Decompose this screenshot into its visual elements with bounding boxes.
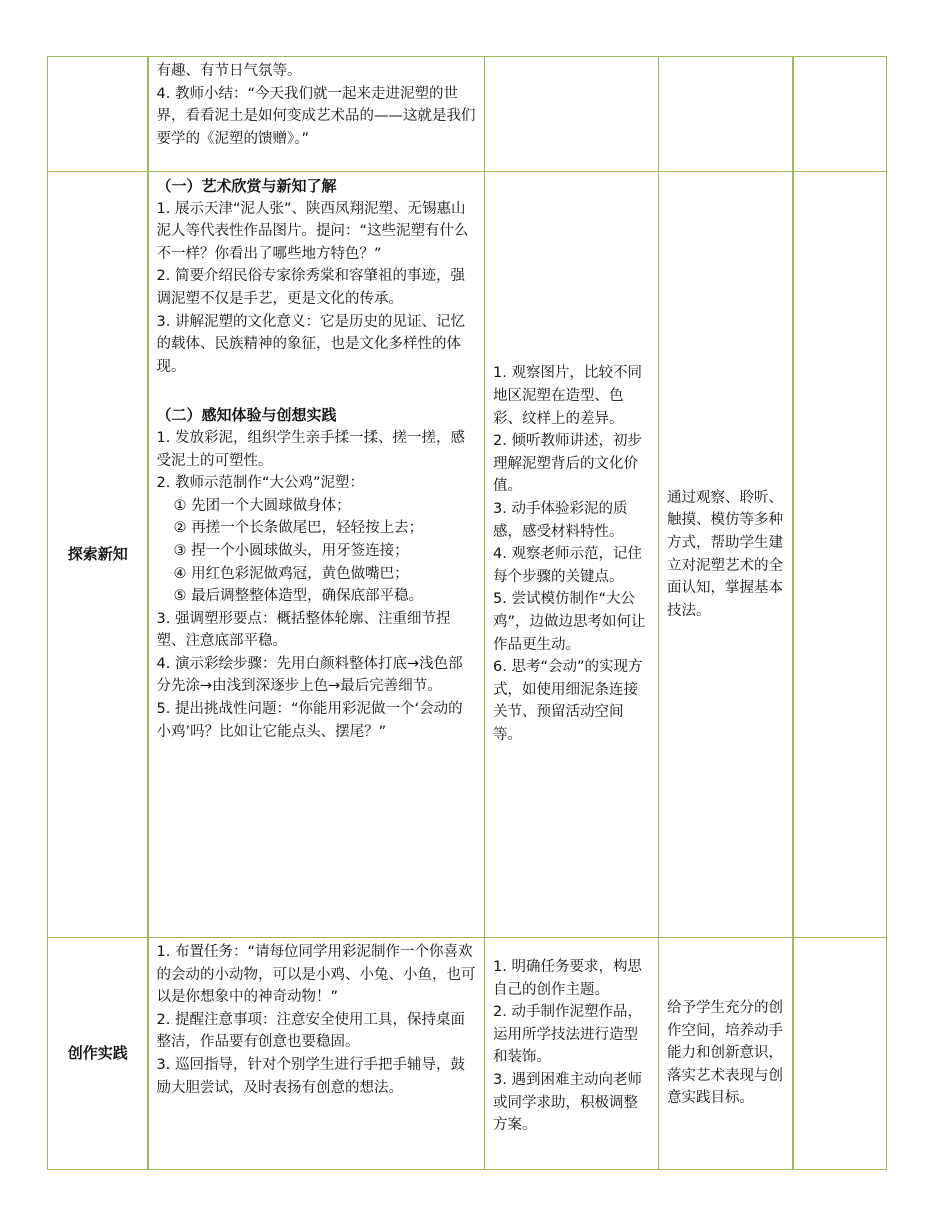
section-heading: （一）艺术欣赏与新知了解 — [156, 177, 337, 195]
teacher-text: 3. 强调塑形要点：概括整体轮廓、注重细节捏塑、注意底部平稳。 — [156, 610, 451, 650]
purpose-text: 通过观察、聆听、触摸、模仿等多种方式，帮助学生建立对泥塑艺术的全面认知，掌握基本技法。 — [667, 489, 783, 619]
demo-step: ⑤ 最后调整整体造型，确保底部平稳。 — [173, 588, 424, 605]
stage-label: 创作实践 — [48, 938, 148, 1170]
student-text: 4. 观察老师示范，记住每个步骤的关键点。 — [493, 546, 642, 585]
demo-step: ② 再搓一个长条做尾巴，轻轻按上去； — [173, 520, 424, 537]
teacher-text: 4. 教师小结：“今天我们就一起来走进泥塑的世界，看看泥土是如何变成艺术品的——这就是我们要学的《泥塑的馈赠》。” — [156, 85, 476, 147]
purpose-text: 给予学生充分的创作空间，培养动手能力和创新意识，落实艺术表现与创意实践目标。 — [667, 1000, 783, 1107]
teacher-text: 3. 巡回指导，针对个别学生进行手把手辅导，鼓励大胆尝试，及时表扬有创意的想法。 — [156, 1056, 465, 1096]
notes-cell — [793, 938, 887, 1170]
student-text: 3. 动手体验彩泥的质感，感受材料特性。 — [493, 501, 628, 540]
design-purpose-cell — [659, 57, 793, 172]
notes-cell — [793, 172, 887, 938]
student-activity-cell — [485, 938, 659, 1170]
student-activity-cell — [485, 57, 659, 172]
student-text: 2. 倾听教师讲述，初步理解泥塑背后的文化价值。 — [493, 433, 642, 495]
stage-cell — [48, 57, 148, 172]
section-heading: （二）感知体验与创想实践 — [156, 406, 337, 425]
teacher-text: 2. 简要介绍民俗专家徐秀棠和容肇祖的事迹，强调泥塑不仅是手艺，更是文化的传承。 — [156, 268, 465, 307]
teacher-text: 有趣、有节日气氛等。 — [156, 63, 302, 79]
table-row — [48, 57, 887, 172]
teacher-activity-cell — [148, 938, 485, 1170]
teacher-text: 1. 展示天津“泥人张”、陕西凤翔泥塑、无锡惠山泥人等代表性作品图片。提问：“这些泥塑有什么不一样？你看出了哪些地方特色？” — [156, 200, 469, 262]
design-purpose-cell — [659, 938, 793, 1170]
teacher-text: 5. 提出挑战性问题：“你能用彩泥做一个‘会动的小鸡’吗？比如让它能点头、摆尾？” — [156, 701, 463, 740]
student-text: 3. 遇到困难主动向老师或同学求助，积极调整方案。 — [493, 1071, 642, 1134]
teacher-text: 1. 发放彩泥，组织学生亲手揉一揉、搓一搓，感受泥土的可塑性。 — [156, 429, 465, 469]
student-text: 2. 动手制作泥塑作品，运用所学技法进行造型和装饰。 — [493, 1004, 642, 1066]
teacher-text: 4. 演示彩绘步骤：先用白颜料整体打底→浅色部分先涂→由浅到深逐步上色→最后完善细节。 — [156, 655, 463, 695]
teacher-activity-cell — [148, 57, 485, 172]
demo-step: ③ 捏一个小圆球做头，用牙签连接； — [173, 542, 409, 559]
teacher-text: 3. 讲解泥塑的文化意义：它是历史的见证、记忆的载体、民族精神的象征，也是文化多样性的体现。 — [156, 313, 465, 375]
teacher-text: 1. 布置任务：“请每位同学用彩泥制作一个你喜欢的会动的小动物，可以是小鸡、小兔、小鱼，也可以是你想象中的神奇动物！” — [156, 944, 476, 1006]
teacher-activity-cell — [148, 172, 485, 938]
teacher-text: 2. 提醒注意事项：注意安全使用工具，保持桌面整洁，作品要有创意也要稳固。 — [156, 1011, 465, 1051]
student-text: 5. 尝试模仿制作“大公鸡”，边做边思考如何让作品更生动。 — [493, 591, 646, 653]
student-text: 1. 明确任务要求，构思自己的创作主题。 — [493, 959, 642, 998]
lesson-plan-table — [47, 56, 887, 1170]
table-row — [48, 938, 887, 1170]
demo-step: ④ 用红色彩泥做鸡冠，黄色做嘴巴； — [173, 565, 409, 582]
table-row — [48, 172, 887, 938]
student-activity-cell — [485, 172, 659, 938]
notes-cell — [793, 57, 887, 172]
stage-label: 探索新知 — [48, 172, 148, 938]
design-purpose-cell — [659, 172, 793, 938]
student-text: 1. 观察图片，比较不同地区泥塑在造型、色彩、纹样上的差异。 — [493, 365, 642, 427]
student-text: 6. 思考“会动”的实现方式，如使用细泥条连接关节、预留活动空间等。 — [493, 659, 643, 743]
demo-step: ① 先团一个大圆球做身体； — [173, 497, 351, 514]
teacher-text: 2. 教师示范制作“大公鸡”泥塑： — [156, 475, 364, 492]
